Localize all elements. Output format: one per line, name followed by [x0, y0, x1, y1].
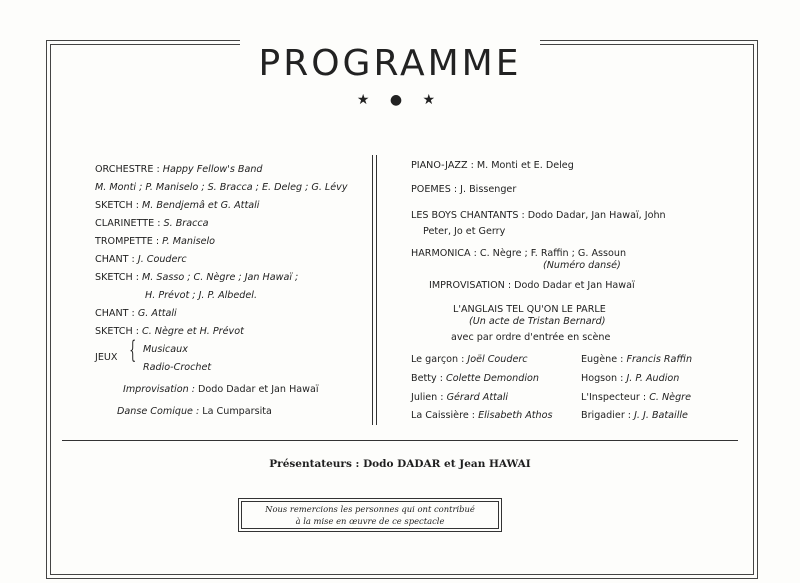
sketch1-line [95, 200, 259, 212]
horizontal-rule [62, 440, 738, 441]
cast-actor: Joël Couderc [467, 354, 528, 365]
piano-label: PIANO-JAZZ : [411, 160, 477, 171]
boys-value: Dodo Dadar, Jan Hawaï, John [527, 210, 666, 221]
page-title: PROGRAMME [258, 43, 522, 84]
orchestre-members: M. Monti ; P. Maniselo ; S. Bracca ; E. Deleg ; G. Lévy [95, 182, 348, 193]
improvisation-label: Improvisation : [123, 384, 199, 395]
cast-role: Julien : [411, 392, 447, 403]
cast-role: Le garçon : [411, 354, 468, 365]
cast-actor: Elisabeth Athos [478, 410, 553, 421]
star-ornament-icon: ★ ● ★ [356, 92, 444, 108]
thanks-box [238, 498, 502, 532]
thanks-line-2: à la mise en œuvre de ce spectacle [295, 516, 445, 526]
boys-label: LES BOYS CHANTANTS : [411, 210, 528, 221]
cast-line [411, 410, 553, 422]
cast-actor: J. J. Bataille [634, 410, 688, 421]
jeux-item-radio-crochet: Radio-Crochet [143, 362, 212, 373]
sketch3-value: C. Nègre et H. Prévot [142, 326, 244, 337]
sketch3-line [95, 326, 244, 338]
cast-role: Betty : [411, 373, 447, 384]
cast-actor: Colette Demondion [446, 373, 539, 384]
chant2-label: CHANT : [95, 308, 138, 319]
harmonica-note: (Numéro dansé) [543, 260, 621, 271]
orchestre-value: Happy Fellow's Band [162, 164, 263, 175]
orchestre-line [95, 164, 263, 176]
divider-line-a [372, 155, 373, 425]
cast-line [411, 392, 508, 404]
improvisation-right-label: IMPROVISATION : [429, 280, 515, 291]
column-divider [371, 155, 379, 425]
harmonica-line [411, 248, 626, 260]
cast-line [581, 354, 692, 366]
trompette-label: TROMPETTE : [95, 236, 163, 247]
clarinette-line [95, 218, 209, 230]
cast-actor: Francis Raffin [626, 354, 693, 365]
clarinette-value: S. Bracca [163, 218, 209, 229]
harmonica-value: C. Nègre ; F. Raffin ; G. Assoun [479, 248, 627, 259]
sketch2-line [95, 272, 298, 284]
play-title: L'ANGLAIS TEL QU'ON LE PARLE [453, 304, 606, 315]
orchestre-label: ORCHESTRE : [95, 164, 163, 175]
chant2-value: G. Attali [137, 308, 177, 319]
jeux-label: JEUX [95, 352, 118, 363]
sketch3-label: SKETCH : [95, 326, 142, 337]
poemes-label: POEMES : [411, 184, 461, 195]
cast-role: Brigadier : [581, 410, 635, 421]
improvisation-line [123, 384, 319, 396]
danse-value: La Cumparsita [202, 406, 272, 417]
sketch1-label: SKETCH : [95, 200, 142, 211]
cast-line [411, 373, 539, 385]
chant1-label: CHANT : [95, 254, 138, 265]
poemes-line [411, 184, 516, 196]
sketch1-value: M. Bendjemâ et G. Attali [142, 200, 260, 211]
cast-actor: Gérard Attali [446, 392, 509, 403]
sketch2-value-cont: H. Prévot ; J. P. Albedel. [145, 290, 258, 301]
brace-icon: { [129, 336, 137, 364]
improvisation-right-line [429, 280, 635, 292]
danse-label: Danse Comique : [117, 406, 203, 417]
cast-role: L'Inspecteur : [581, 392, 650, 403]
cast-actor: J. P. Audion [626, 373, 680, 384]
jeux-item-musicaux: Musicaux [143, 344, 188, 355]
improvisation-right-value: Dodo Dadar et Jan Hawaï [514, 280, 635, 291]
divider-line-b [376, 155, 377, 425]
chant1-value: J. Couderc [137, 254, 187, 265]
thanks-line-1: Nous remercions les personnes qui ont contribué [265, 504, 475, 514]
presenters: Présentateurs : Dodo DADAR et Jean HAWAI [269, 458, 531, 470]
play-subtitle: (Un acte de Tristan Bernard) [469, 316, 606, 327]
chant2-line [95, 308, 177, 320]
cast-role: La Caissière : [411, 410, 479, 421]
cast-actor: C. Nègre [649, 392, 692, 403]
chant1-line [95, 254, 187, 266]
boys-value-cont: Peter, Jo et Gerry [423, 226, 506, 237]
trompette-value: P. Maniselo [162, 236, 216, 247]
play-order: avec par ordre d'entrée en scène [451, 332, 611, 343]
piano-value: M. Monti et E. Deleg [476, 160, 574, 171]
boys-line [411, 210, 666, 222]
poemes-value: J. Bissenger [460, 184, 517, 195]
clarinette-label: CLARINETTE : [95, 218, 164, 229]
cast-line [411, 354, 528, 366]
cast-role: Hogson : [581, 373, 627, 384]
cast-line [581, 410, 688, 422]
sketch2-value: M. Sasso ; C. Nègre ; Jan Hawaï ; [142, 272, 299, 283]
sketch2-label: SKETCH : [95, 272, 142, 283]
cast-line [581, 392, 691, 404]
harmonica-label: HARMONICA : [411, 248, 480, 259]
cast-role: Eugène : [581, 354, 627, 365]
danse-line [117, 406, 272, 418]
cast-line [581, 373, 679, 385]
piano-line [411, 160, 574, 172]
improvisation-value: Dodo Dadar et Jan Hawaï [198, 384, 319, 395]
trompette-line [95, 236, 215, 248]
